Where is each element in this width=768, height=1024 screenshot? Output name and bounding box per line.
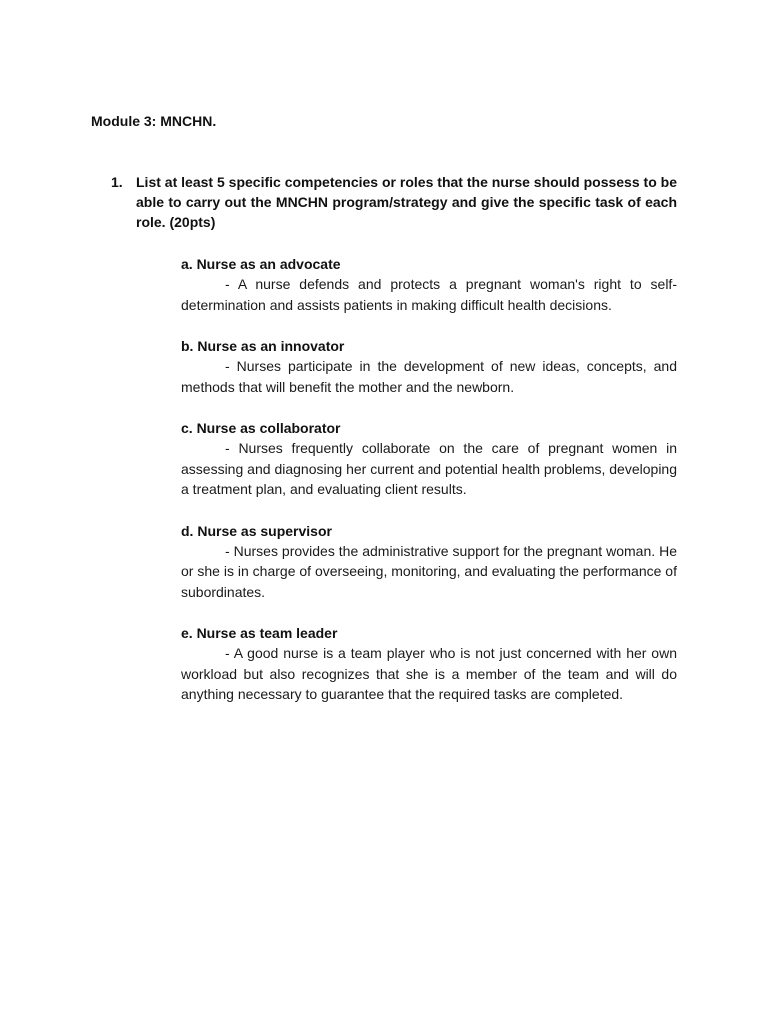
role-collaborator [181, 418, 677, 500]
role-advocate [181, 254, 677, 315]
question-item [111, 172, 677, 232]
module-title: Module 3: MNCHN. [91, 113, 217, 129]
role-description: - Nurses participate in the development of new ideas, concepts, and methods that will benefit the mother and the newborn. [181, 358, 677, 395]
roles-list [181, 254, 677, 726]
role-supervisor [181, 521, 677, 603]
role-description: - A good nurse is a team player who is not just concerned with her own workload but also recognizes that she is a member of the team and will do anything necessary to guarantee that the required tasks are completed. [181, 645, 677, 702]
question-text: List at least 5 specific competencies or roles that the nurse should possess to be able to carry out the MNCHN program/strategy and give the specific task of each role. (20pts) [136, 174, 677, 230]
role-heading: e. Nurse as team leader [181, 625, 338, 641]
role-heading: a. Nurse as an advocate [181, 256, 341, 272]
role-description: - A nurse defends and protects a pregnant woman's right to self-determination and assists patients in making difficult health decisions. [181, 276, 677, 313]
role-heading: b. Nurse as an innovator [181, 338, 345, 354]
role-heading: d. Nurse as supervisor [181, 522, 332, 539]
role-heading: c. Nurse as collaborator [181, 420, 341, 436]
role-innovator [181, 336, 677, 397]
role-description: - Nurses frequently collaborate on the care of pregnant women in assessing and diagnosing her current and potential health problems, developing a treatment plan, and evaluating client results. [181, 440, 677, 497]
role-team-leader [181, 623, 677, 705]
role-description: - Nurses provides the administrative support for the pregnant woman. He or she is in charge of overseeing, monitoring, and evaluating the performance of subordinates. [181, 542, 677, 600]
question-number: 1. [111, 174, 123, 190]
